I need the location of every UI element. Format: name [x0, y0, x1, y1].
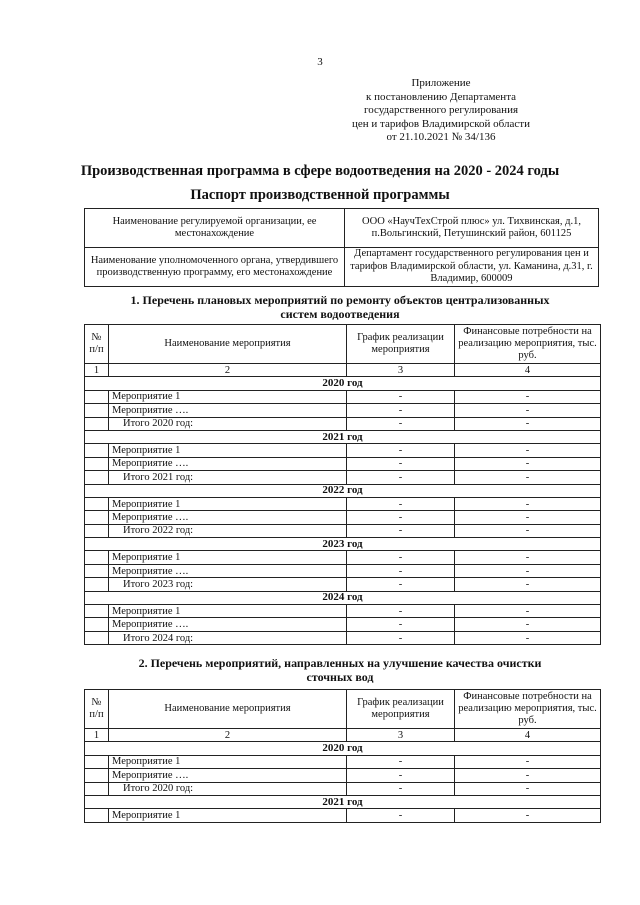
year-row: [85, 484, 601, 497]
num-cell: [85, 618, 109, 631]
schedule-cell: -: [347, 769, 455, 782]
section1-title: [80, 293, 600, 321]
num-cell: [85, 782, 109, 795]
passport-row: [85, 209, 599, 248]
finance-cell: -: [455, 444, 601, 457]
schedule-cell: -: [347, 605, 455, 618]
year-row: [85, 591, 601, 604]
finance-cell: -: [455, 769, 601, 782]
header-finance: Финансовые потребности на реализацию мероприятия, тыс. руб.: [455, 325, 601, 364]
schedule-cell: -: [347, 631, 455, 644]
num-cell: [85, 755, 109, 768]
item-name: Мероприятие 1: [109, 444, 347, 457]
table-row: [85, 769, 601, 782]
table-row: [85, 404, 601, 417]
num-cell: [85, 511, 109, 524]
schedule-cell: -: [347, 782, 455, 795]
num-cell: [85, 457, 109, 470]
section2-table: [84, 689, 601, 823]
table-header: [85, 325, 601, 364]
num-cell: [85, 404, 109, 417]
schedule-cell: -: [347, 618, 455, 631]
header-num: № п/п: [85, 690, 109, 729]
schedule-cell: -: [347, 524, 455, 537]
schedule-cell: -: [347, 511, 455, 524]
col-number: 4: [455, 364, 601, 377]
num-cell: [85, 769, 109, 782]
num-cell: [85, 524, 109, 537]
total-label: Итого 2023 год:: [109, 578, 347, 591]
schedule-cell: -: [347, 390, 455, 403]
col-number: 2: [109, 364, 347, 377]
table-row: [85, 390, 601, 403]
table-row: [85, 497, 601, 510]
total-row: [85, 471, 601, 484]
finance-cell: -: [455, 631, 601, 644]
appendix-line: Приложение: [411, 77, 471, 89]
year-label: 2021 год: [85, 795, 601, 808]
total-label: Итого 2024 год:: [109, 631, 347, 644]
schedule-cell: -: [347, 457, 455, 470]
col-number: 3: [347, 729, 455, 742]
finance-cell: -: [455, 511, 601, 524]
schedule-cell: -: [347, 471, 455, 484]
section1-table: [84, 324, 601, 645]
total-row: [85, 524, 601, 537]
num-cell: [85, 497, 109, 510]
year-label: 2023 год: [85, 538, 601, 551]
item-name: Мероприятие 1: [109, 755, 347, 768]
num-cell: [85, 551, 109, 564]
year-label: 2020 год: [85, 742, 601, 755]
section-title-line: 1. Перечень плановых мероприятий по ремонту объектов централизованных: [130, 293, 550, 307]
num-cell: [85, 444, 109, 457]
table-header: [85, 690, 601, 729]
table-row: [85, 605, 601, 618]
schedule-cell: -: [347, 578, 455, 591]
item-name: Мероприятие ….: [109, 769, 347, 782]
finance-cell: -: [455, 551, 601, 564]
appendix-line: к постановлению Департамента: [365, 90, 517, 103]
header-name: Наименование мероприятия: [109, 690, 347, 729]
num-cell: [85, 390, 109, 403]
year-label: 2024 год: [85, 591, 601, 604]
schedule-cell: -: [347, 809, 455, 822]
passport-table: [84, 208, 599, 287]
num-cell: [85, 471, 109, 484]
num-cell: [85, 631, 109, 644]
year-row: [85, 742, 601, 755]
item-name: Мероприятие 1: [109, 390, 347, 403]
item-name: Мероприятие ….: [109, 618, 347, 631]
year-row: [85, 377, 601, 390]
passport-label: Наименование регулируемой организации, ее местонахождение: [85, 209, 345, 248]
col-number: 2: [109, 729, 347, 742]
year-row: [85, 795, 601, 808]
page-number: 3: [317, 56, 323, 68]
schedule-cell: -: [347, 551, 455, 564]
item-name: Мероприятие 1: [109, 497, 347, 510]
total-label: Итого 2020 год:: [109, 782, 347, 795]
schedule-cell: -: [347, 444, 455, 457]
appendix-line: цен и тарифов Владимирской области: [352, 117, 530, 130]
schedule-cell: -: [347, 417, 455, 430]
header-num: № п/п: [85, 325, 109, 364]
year-label: 2022 год: [85, 484, 601, 497]
passport-title: Паспорт производственной программы: [190, 187, 450, 203]
finance-cell: -: [455, 605, 601, 618]
finance-cell: -: [455, 497, 601, 510]
finance-cell: -: [455, 564, 601, 577]
num-cell: [85, 809, 109, 822]
year-label: 2021 год: [85, 430, 601, 443]
item-name: Мероприятие ….: [109, 457, 347, 470]
item-name: Мероприятие 1: [109, 809, 347, 822]
total-label: Итого 2021 год:: [109, 471, 347, 484]
header-schedule: График реализации мероприятия: [347, 325, 455, 364]
item-name: Мероприятие ….: [109, 404, 347, 417]
appendix-block: [300, 77, 582, 145]
total-row: [85, 782, 601, 795]
col-number: 1: [85, 729, 109, 742]
section-title-line: 2. Перечень мероприятий, направленных на улучшение качества очистки: [138, 656, 542, 670]
table-row: [85, 564, 601, 577]
table-row: [85, 511, 601, 524]
year-label: 2020 год: [85, 377, 601, 390]
column-numbers-row: [85, 364, 601, 377]
table-row: [85, 618, 601, 631]
year-row: [85, 538, 601, 551]
year-row: [85, 430, 601, 443]
finance-cell: -: [455, 755, 601, 768]
schedule-cell: -: [347, 564, 455, 577]
appendix-line: государственного регулирования: [363, 104, 519, 116]
document-title: Производственная программа в сфере водоотведения на 2020 - 2024 годы: [80, 163, 560, 179]
total-label: Итого 2020 год:: [109, 417, 347, 430]
col-number: 4: [455, 729, 601, 742]
passport-value: ООО «НаучТехСтрой плюс» ул. Тихвинская, д.1, п.Вольгинский, Петушинский район, 601125: [345, 209, 599, 248]
num-cell: [85, 564, 109, 577]
finance-cell: -: [455, 390, 601, 403]
total-label: Итого 2022 год:: [109, 524, 347, 537]
schedule-cell: -: [347, 497, 455, 510]
total-row: [85, 578, 601, 591]
finance-cell: -: [455, 471, 601, 484]
header-schedule: График реализации мероприятия: [347, 690, 455, 729]
item-name: Мероприятие 1: [109, 551, 347, 564]
column-numbers-row: [85, 729, 601, 742]
schedule-cell: -: [347, 755, 455, 768]
header-finance: Финансовые потребности на реализацию мероприятия, тыс. руб.: [455, 690, 601, 729]
appendix-line: от 21.10.2021 № 34/136: [386, 131, 496, 143]
col-number: 1: [85, 364, 109, 377]
schedule-cell: -: [347, 404, 455, 417]
table-row: [85, 457, 601, 470]
finance-cell: -: [455, 457, 601, 470]
total-row: [85, 631, 601, 644]
num-cell: [85, 417, 109, 430]
header-name: Наименование мероприятия: [109, 325, 347, 364]
table-row: [85, 755, 601, 768]
finance-cell: -: [455, 404, 601, 417]
total-row: [85, 417, 601, 430]
num-cell: [85, 578, 109, 591]
table-row: [85, 551, 601, 564]
passport-label: Наименование уполномоченного органа, утвердившего производственную программу, его местонахождение: [85, 248, 345, 287]
table-row: [85, 809, 601, 822]
num-cell: [85, 605, 109, 618]
finance-cell: -: [455, 809, 601, 822]
finance-cell: -: [455, 524, 601, 537]
item-name: Мероприятие 1: [109, 605, 347, 618]
finance-cell: -: [455, 578, 601, 591]
finance-cell: -: [455, 417, 601, 430]
finance-cell: -: [455, 618, 601, 631]
section-title-line: систем водоотведения: [280, 307, 400, 321]
table-row: [85, 444, 601, 457]
passport-row: [85, 248, 599, 287]
passport-value: Департамент государственного регулирования цен и тарифов Владимирской области, ул. Каманина, д.31, г. Владимир, 600009: [345, 248, 599, 287]
item-name: Мероприятие ….: [109, 564, 347, 577]
item-name: Мероприятие ….: [109, 511, 347, 524]
section2-title: [80, 656, 600, 684]
finance-cell: -: [455, 782, 601, 795]
section-title-line: сточных вод: [306, 670, 374, 684]
col-number: 3: [347, 364, 455, 377]
